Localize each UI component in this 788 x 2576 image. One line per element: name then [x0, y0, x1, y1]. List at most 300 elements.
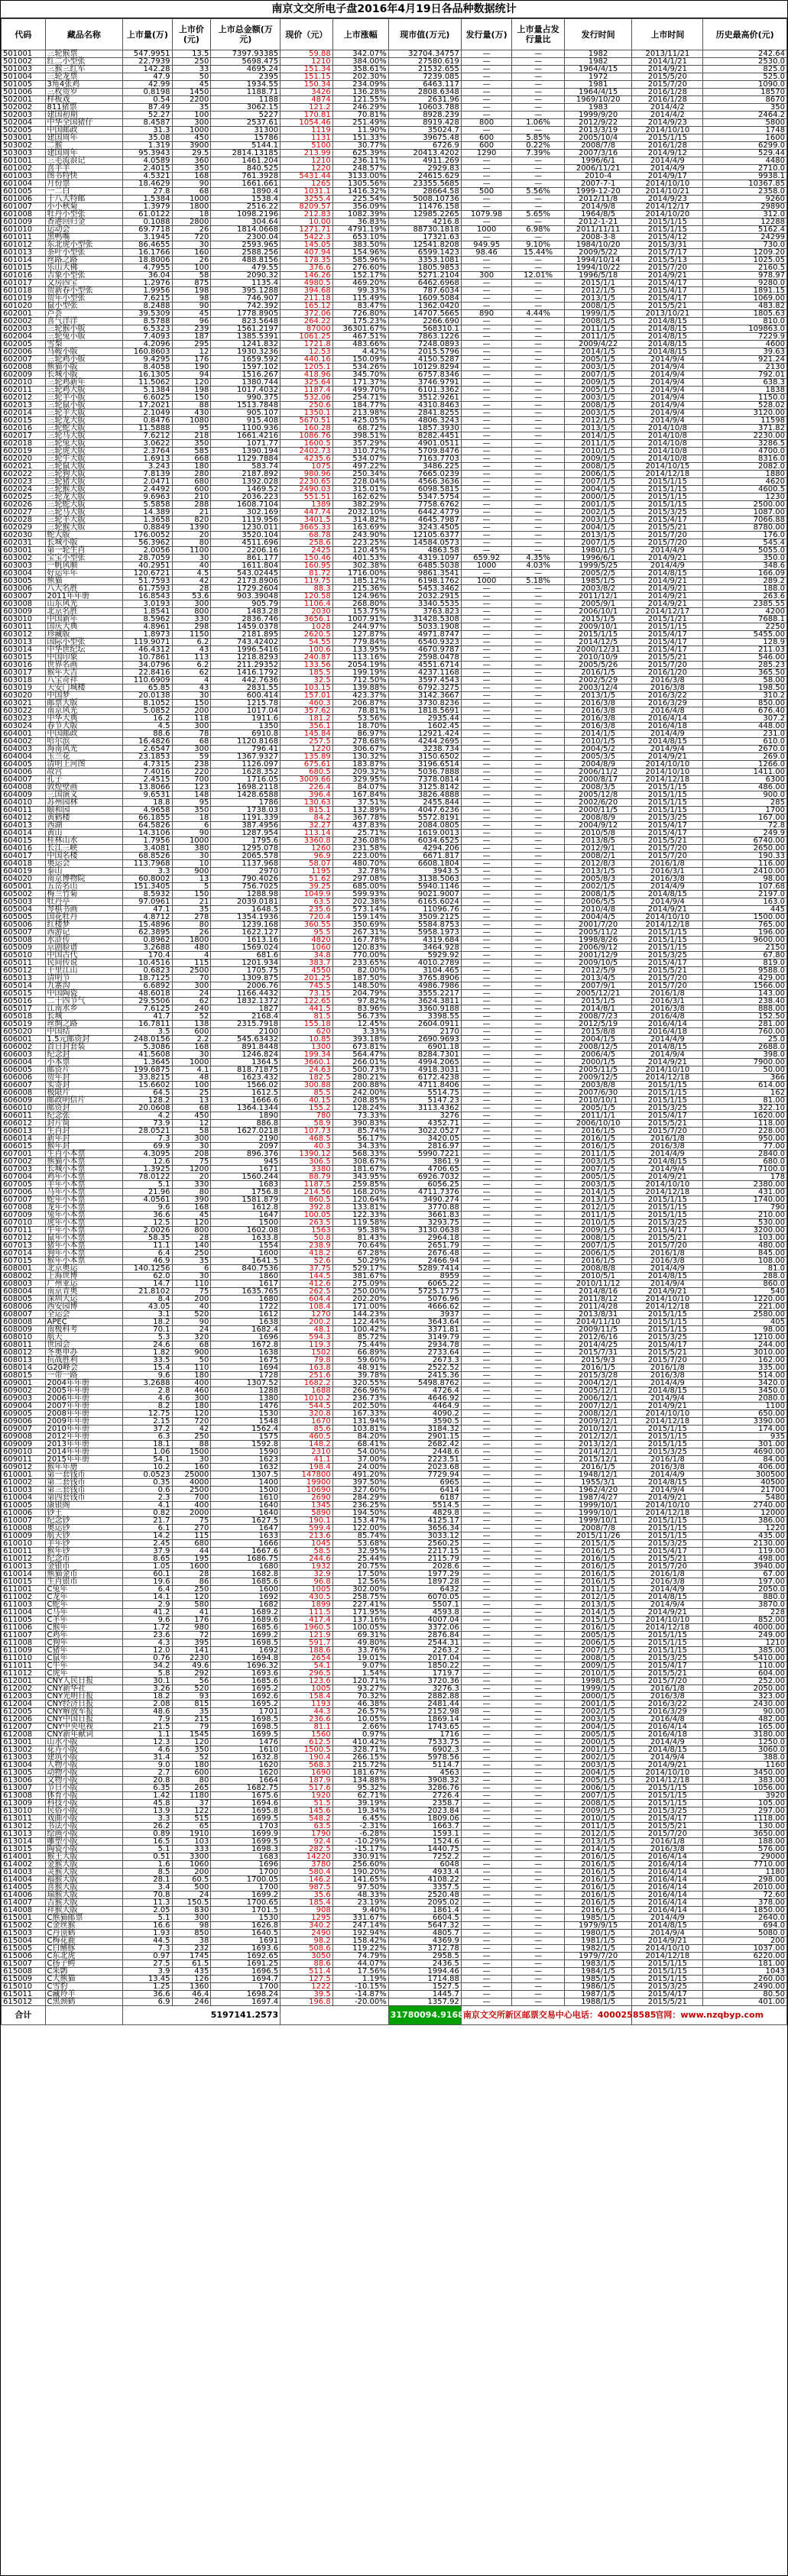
- table-cell: 12.6: [123, 1158, 172, 1166]
- table-cell: 2011/8/12: [564, 1296, 632, 1303]
- table-cell: 1538.4: [211, 196, 281, 203]
- table-cell: 1685.6: [211, 1624, 281, 1632]
- table-cell: 93.27%: [332, 1685, 388, 1693]
- table-cell: 1689.2: [211, 1609, 281, 1616]
- table-cell: 700: [172, 1494, 211, 1502]
- table-cell: 2016/1/28: [632, 142, 703, 150]
- table-cell: 2015/1/15: [632, 134, 703, 142]
- table-cell: 300: [172, 1395, 211, 1403]
- table-row: [2, 1907, 787, 1914]
- table-cell: 360: [172, 157, 211, 165]
- table-cell: 198: [172, 287, 211, 295]
- table-cell: 运动会: [45, 226, 123, 234]
- table-cell: 2014/9/8: [564, 203, 632, 211]
- table-cell: 4874: [281, 96, 333, 104]
- table-cell: 1778.8905: [211, 310, 281, 318]
- table-cell: 252.00: [703, 1678, 787, 1685]
- table-cell: 海南风光: [45, 746, 123, 753]
- table-row: [2, 1716, 787, 1723]
- table-cell: 2014/12/17: [632, 203, 703, 211]
- table-cell: 1069.00: [703, 295, 787, 303]
- table-cell: 1364.5: [211, 1059, 281, 1066]
- table-cell: —: [512, 455, 565, 463]
- table-row: [2, 58, 787, 66]
- table-cell: 266.96%: [332, 1387, 388, 1395]
- table-row: [2, 1387, 787, 1395]
- table-cell: 黄鹤楼: [45, 814, 123, 822]
- table-cell: 6485.5038: [388, 562, 461, 570]
- table-cell: 2016/1/5: [564, 1128, 632, 1135]
- table-cell: 53.56%: [332, 715, 388, 723]
- table-cell: 276.60%: [332, 264, 388, 272]
- table-cell: 12921.424: [388, 730, 461, 738]
- table-cell: —: [461, 1746, 511, 1754]
- table-cell: 2023.84: [388, 1807, 461, 1815]
- table-cell: 3196.6514: [388, 761, 461, 769]
- table-cell: —: [461, 1479, 511, 1487]
- table-cell: 614006: [2, 1892, 46, 1899]
- table-cell: 949.95: [461, 241, 511, 249]
- table-cell: 2015/1/15: [632, 1976, 703, 1983]
- table-cell: 2015/1/15: [564, 631, 632, 639]
- table-cell: 88730.1818: [388, 226, 461, 234]
- table-cell: 2010/12/1: [564, 1426, 632, 1433]
- table-cell: 2004/1/5: [564, 1769, 632, 1777]
- table-cell: 12985.2265: [388, 211, 461, 218]
- table-cell: 625.39%: [332, 150, 388, 157]
- table-cell: 1999/10/1: [564, 1517, 632, 1525]
- table-cell: 113.14: [281, 830, 333, 837]
- table-cell: 3353.1081: [388, 257, 461, 264]
- table-cell: 水浒传: [45, 937, 123, 944]
- table-cell: —: [461, 998, 511, 1005]
- table-cell: 5.8: [123, 1670, 172, 1678]
- table-cell: 3661.83: [388, 1212, 461, 1219]
- table-cell: —: [512, 1005, 565, 1013]
- table-cell: 611004: [2, 1609, 46, 1616]
- table-cell: —: [461, 944, 511, 952]
- table-cell: 288: [172, 501, 211, 509]
- table-cell: 2008/7/8: [564, 1525, 632, 1532]
- table-cell: —: [512, 1655, 565, 1662]
- table-cell: 2006/11/21: [564, 165, 632, 173]
- table-row: [2, 188, 787, 196]
- table-cell: 2000/11/5: [564, 807, 632, 814]
- table-cell: 72.60: [703, 1892, 787, 1899]
- table-row: [2, 119, 787, 127]
- table-cell: 312.0: [703, 211, 787, 218]
- table-cell: 606004: [2, 1059, 46, 1066]
- table-cell: 喜猴大版: [45, 1884, 123, 1892]
- table-cell: 33.8215: [123, 1074, 172, 1082]
- table-cell: 103: [172, 1838, 211, 1846]
- table-cell: 2016/1/5: [564, 1364, 632, 1372]
- table-cell: 482.00: [703, 1716, 787, 1723]
- table-cell: 46.9: [123, 1257, 172, 1265]
- table-cell: 3555.2217: [388, 990, 461, 998]
- table-cell: 8209.57: [281, 203, 333, 211]
- table-cell: 3293.75: [388, 1219, 461, 1227]
- table-cell: 726.80%: [332, 310, 388, 318]
- table-cell: —: [512, 1212, 565, 1219]
- table-cell: 49.6: [172, 1662, 211, 1670]
- table-cell: 501003: [2, 66, 46, 73]
- table-cell: 6910.8: [211, 730, 281, 738]
- table-cell: 1981: [564, 81, 632, 89]
- table-cell: —: [461, 1059, 511, 1066]
- table-cell: 2006/9/12: [564, 944, 632, 952]
- table-cell: 2000/1/5: [564, 1693, 632, 1701]
- table-cell: 35: [172, 906, 211, 914]
- table-row: [2, 348, 787, 356]
- table-cell: 5422.3: [281, 234, 333, 241]
- table-cell: 68.8526: [123, 853, 172, 860]
- table-cell: —: [461, 364, 511, 371]
- table-cell: 1964/4/15: [564, 66, 632, 73]
- table-cell: 2054.19%: [332, 662, 388, 669]
- table-cell: 122.33%: [332, 1212, 388, 1219]
- table-cell: 2.3764: [123, 448, 172, 455]
- table-cell: 2010年年册: [45, 1426, 123, 1433]
- table-cell: 6048: [388, 1861, 461, 1869]
- table-row: [2, 830, 787, 837]
- table-cell: 40.2951: [123, 562, 172, 570]
- table-cell: 31.4: [123, 1754, 172, 1762]
- table-cell: 2604.0911: [388, 1021, 461, 1028]
- table-cell: 7252.2: [388, 1853, 461, 1861]
- table-cell: 7900.00: [703, 1059, 787, 1066]
- table-cell: CNY经济日报: [45, 1701, 123, 1708]
- table-cell: 1680: [211, 1563, 281, 1571]
- table-cell: 2690: [281, 1494, 333, 1502]
- table-cell: 2010/5/8: [564, 830, 632, 837]
- table-cell: 4971.8747: [388, 631, 461, 639]
- table-cell: 300: [172, 600, 211, 608]
- table-cell: 5940.1146: [388, 883, 461, 891]
- table-cell: 1364.1344: [211, 1105, 281, 1112]
- table-cell: —: [461, 853, 511, 860]
- table-cell: 2011年年册: [45, 593, 123, 600]
- table-cell: 2008/1/5: [564, 891, 632, 898]
- table-cell: C黑颈鹤: [45, 1998, 123, 2006]
- table-cell: 0.8849: [123, 524, 172, 532]
- table-cell: 609012: [2, 1464, 46, 1471]
- table-cell: 70.32%: [332, 1693, 388, 1701]
- table-cell: C藏羚羊: [45, 1991, 123, 1998]
- table-cell: 330.91%: [332, 1853, 388, 1861]
- table-cell: 4.42%: [332, 348, 388, 356]
- table-cell: 1719.7: [388, 1670, 461, 1678]
- table-cell: 6463.117: [388, 81, 461, 89]
- table-cell: 37.9: [123, 1548, 172, 1555]
- table-cell: 三轮猪大版: [45, 478, 123, 486]
- table-cell: —: [512, 1044, 565, 1051]
- table-cell: 纪念张: [45, 1112, 123, 1120]
- table-cell: 3255.4: [281, 196, 333, 203]
- table-cell: 1985/1/5: [564, 578, 632, 585]
- table-cell: 611003: [2, 1601, 46, 1609]
- table-cell: 2016/1/28: [632, 96, 703, 104]
- table-cell: 603005: [2, 578, 46, 585]
- table-cell: —: [512, 822, 565, 830]
- table-row: [2, 234, 787, 241]
- table-cell: 世园会: [45, 1341, 123, 1349]
- table-cell: 238.40: [703, 998, 787, 1005]
- table-cell: 85.74%: [332, 1532, 388, 1540]
- table-cell: 2015/1/15: [632, 1800, 703, 1807]
- table-cell: 5584.8753: [388, 921, 461, 929]
- table-cell: 915.408: [211, 417, 281, 425]
- table-cell: —: [512, 1387, 565, 1395]
- table-cell: 3826.4888: [388, 791, 461, 799]
- table-cell: 250: [172, 1586, 211, 1594]
- table-cell: 2490: [281, 1930, 333, 1937]
- table-cell: 2682.42: [388, 1441, 461, 1448]
- table-cell: 501001: [2, 50, 46, 58]
- table-cell: 4994.2065: [388, 1059, 461, 1066]
- table-cell: 3490.274: [388, 1196, 461, 1204]
- table-row: [2, 440, 787, 448]
- table-cell: 603001: [2, 547, 46, 555]
- table-cell: 2009/10/1: [564, 623, 632, 631]
- table-cell: 3624.3811: [388, 998, 461, 1005]
- table-cell: 1357.92: [388, 1998, 461, 2006]
- table-cell: 7229.9: [703, 333, 787, 341]
- table-cell: 905.79: [211, 600, 281, 608]
- table-cell: 2650.00: [703, 845, 787, 853]
- table-cell: 2654: [281, 1655, 333, 1662]
- table-cell: 300: [172, 723, 211, 730]
- table-cell: 三轮猴小版: [45, 325, 123, 333]
- table-cell: 300: [172, 746, 211, 753]
- table-cell: 675.61: [281, 761, 333, 769]
- table-cell: 120: [172, 1410, 211, 1418]
- table-cell: 119.9071: [123, 639, 172, 646]
- table-cell: 2013年年册: [45, 1441, 123, 1448]
- table-cell: 250: [172, 1250, 211, 1257]
- table-row: [2, 287, 787, 295]
- table-cell: 9260: [703, 196, 787, 203]
- table-row: [2, 1655, 787, 1662]
- table-cell: 1100.936: [211, 425, 281, 432]
- table-cell: 83.96%: [332, 1005, 388, 1013]
- table-cell: 86.4655: [123, 241, 172, 249]
- table-cell: 123.6: [281, 1678, 333, 1685]
- table-cell: 730.0: [703, 241, 787, 249]
- table-cell: 165.00: [703, 1723, 787, 1731]
- table-cell: 8928.239: [388, 112, 461, 119]
- table-cell: —: [512, 371, 565, 379]
- table-cell: 610.0: [703, 738, 787, 746]
- table-cell: 2014/4/9: [632, 1150, 703, 1158]
- table-cell: 545.4: [703, 539, 787, 547]
- table-cell: 365.50: [703, 669, 787, 677]
- table-cell: 383.50%: [332, 241, 388, 249]
- table-cell: 613008: [2, 1792, 46, 1800]
- table-row: [2, 1166, 787, 1173]
- table-cell: 155.18: [281, 1021, 333, 1028]
- table-row: [2, 1708, 787, 1716]
- table-cell: 2012/9/1: [564, 845, 632, 853]
- table-cell: 52: [172, 1013, 211, 1021]
- table-cell: 2008/7/8: [564, 142, 632, 150]
- table-cell: 51.62: [281, 875, 333, 883]
- table-cell: —: [461, 929, 511, 937]
- table-cell: 1955/3/1: [564, 1479, 632, 1487]
- table-cell: —: [512, 1418, 565, 1426]
- table-cell: 10.7861: [123, 654, 172, 662]
- table-cell: 1600: [211, 1586, 281, 1594]
- table-cell: 3200.00: [703, 1227, 787, 1235]
- table-cell: 2651.79: [388, 1242, 461, 1250]
- table-cell: 322.10: [703, 1105, 787, 1112]
- table-cell: —: [512, 1632, 565, 1639]
- table-cell: 2005/1/5: [564, 1173, 632, 1181]
- table-cell: 2014/10/8: [632, 432, 703, 440]
- table-cell: 2015年年册: [45, 1456, 123, 1464]
- table-cell: 西安园博: [45, 1303, 123, 1311]
- table-cell: 103.81%: [332, 1426, 388, 1433]
- table-cell: 1.42: [123, 1792, 172, 1800]
- table-cell: 199.34: [281, 1051, 333, 1059]
- table-cell: 11.5888: [123, 425, 172, 432]
- table-cell: 265: [172, 1785, 211, 1792]
- table-cell: 1977.29: [388, 1571, 461, 1578]
- table-cell: 1698.5: [211, 1639, 281, 1647]
- table-cell: 6.2: [172, 662, 211, 669]
- table-cell: 350: [703, 104, 787, 112]
- table-cell: —: [512, 1189, 565, 1196]
- table-cell: 903.39048: [211, 593, 281, 600]
- table-cell: 1600: [703, 134, 787, 142]
- table-cell: 48.6018: [123, 990, 172, 998]
- table-cell: —: [512, 1792, 565, 1800]
- table-cell: —: [461, 1647, 511, 1655]
- table-cell: 600: [172, 1769, 211, 1777]
- table-cell: 1218.8293: [211, 654, 281, 662]
- table-cell: 198.50: [703, 684, 787, 692]
- table-cell: 8282.4451: [388, 432, 461, 440]
- table-cell: 1979/7/20: [564, 1953, 632, 1960]
- table-cell: 2015/1/15: [632, 1319, 703, 1326]
- table-cell: 2016/1/5: [564, 1563, 632, 1571]
- table-cell: 3590.5: [388, 1418, 461, 1426]
- table-cell: 9861.3541: [388, 570, 461, 578]
- table-cell: 900.0: [703, 791, 787, 799]
- table-cell: 21: [172, 509, 211, 516]
- table-cell: 1994/10/22: [564, 264, 632, 272]
- table-cell: 2014/4/9: [632, 1586, 703, 1594]
- table-cell: 1623: [211, 1456, 281, 1464]
- table-cell: 2007/1/5: [564, 1647, 632, 1655]
- table-cell: 1890.4: [211, 188, 281, 196]
- table-cell: 3010.00: [703, 1349, 787, 1357]
- table-cell: 604.4: [281, 1296, 333, 1303]
- table-cell: —: [512, 1242, 565, 1250]
- table-cell: —: [461, 1120, 511, 1128]
- table-cell: 412.6: [281, 1280, 333, 1288]
- table-cell: 1.06: [123, 1448, 172, 1456]
- table-cell: 43.05: [123, 1303, 172, 1311]
- table-cell: 891.8448: [211, 1044, 281, 1051]
- table-cell: 573.14%: [332, 906, 388, 914]
- table-cell: 1786: [211, 799, 281, 807]
- table-cell: 2014/4/25: [564, 1341, 632, 1349]
- table-cell: 2005/1/5: [564, 1731, 632, 1739]
- table-cell: 2014/1/5: [564, 1609, 632, 1616]
- table-cell: 610007: [2, 1517, 46, 1525]
- table-row: [2, 1372, 787, 1380]
- table-cell: 601003: [2, 173, 46, 180]
- table-cell: 120.64%: [332, 1196, 388, 1204]
- table-cell: —: [512, 1823, 565, 1830]
- table-cell: 6414: [388, 1487, 461, 1494]
- table-cell: 601017: [2, 280, 46, 287]
- table-cell: 209.32%: [332, 769, 388, 776]
- table-row: [2, 1196, 787, 1204]
- table-row: [2, 921, 787, 929]
- table-cell: 33: [172, 66, 211, 73]
- table-cell: 5144.1: [211, 142, 281, 150]
- table-cell: 2016/1/5: [564, 1464, 632, 1471]
- table-cell: 249.00: [703, 1632, 787, 1639]
- table-cell: 6220.00: [703, 1953, 787, 1960]
- table-cell: 300: [172, 1135, 211, 1143]
- table-cell: 345.70%: [332, 371, 388, 379]
- table-cell: 77.00: [703, 1143, 787, 1150]
- table-cell: 2.1049: [123, 409, 172, 417]
- table-cell: —: [512, 417, 565, 425]
- table-cell: 613012: [2, 1823, 46, 1830]
- table-cell: 601014: [2, 257, 46, 264]
- table-cell: 2016/3/22: [632, 1701, 703, 1708]
- table-cell: 366: [703, 1074, 787, 1082]
- table-cell: 410.42%: [332, 1739, 388, 1746]
- table-cell: 6299.0: [703, 142, 787, 150]
- table-cell: 2014/12/18: [632, 1303, 703, 1311]
- table-cell: 1666: [211, 1540, 281, 1548]
- table-cell: 310.2: [703, 692, 787, 700]
- table-cell: —: [461, 1616, 511, 1624]
- table-cell: 中国印象: [45, 654, 123, 662]
- table-cell: 2014/1/5: [564, 730, 632, 738]
- table-cell: 720: [172, 234, 211, 241]
- table-cell: 146.26: [281, 272, 333, 280]
- table-cell: —: [461, 1555, 511, 1563]
- table-cell: 4933.4: [388, 1869, 461, 1876]
- table-cell: —: [461, 1089, 511, 1097]
- table-cell: 1166.4432: [211, 990, 281, 998]
- table-cell: 4706.65: [388, 1166, 461, 1173]
- table-cell: 60.8002: [123, 875, 172, 883]
- table-cell: —: [461, 509, 511, 516]
- table-cell: —: [512, 753, 565, 761]
- table-cell: —: [461, 1960, 511, 1968]
- table-cell: 1832.1372: [211, 998, 281, 1005]
- table-cell: 300500: [703, 1471, 787, 1479]
- table-cell: —: [461, 1930, 511, 1937]
- table-cell: 中国名楼: [45, 853, 123, 860]
- table-cell: 157.01: [281, 692, 333, 700]
- table-cell: 2006/11/2: [564, 769, 632, 776]
- table-cell: 12.53: [281, 348, 333, 356]
- table-cell: 2002/1/5: [564, 509, 632, 516]
- table-cell: 406.00: [703, 1464, 787, 1471]
- table-cell: 609003: [2, 1395, 46, 1403]
- table-cell: 604003: [2, 746, 46, 753]
- table-cell: —: [512, 723, 565, 730]
- table-cell: 90: [172, 180, 211, 188]
